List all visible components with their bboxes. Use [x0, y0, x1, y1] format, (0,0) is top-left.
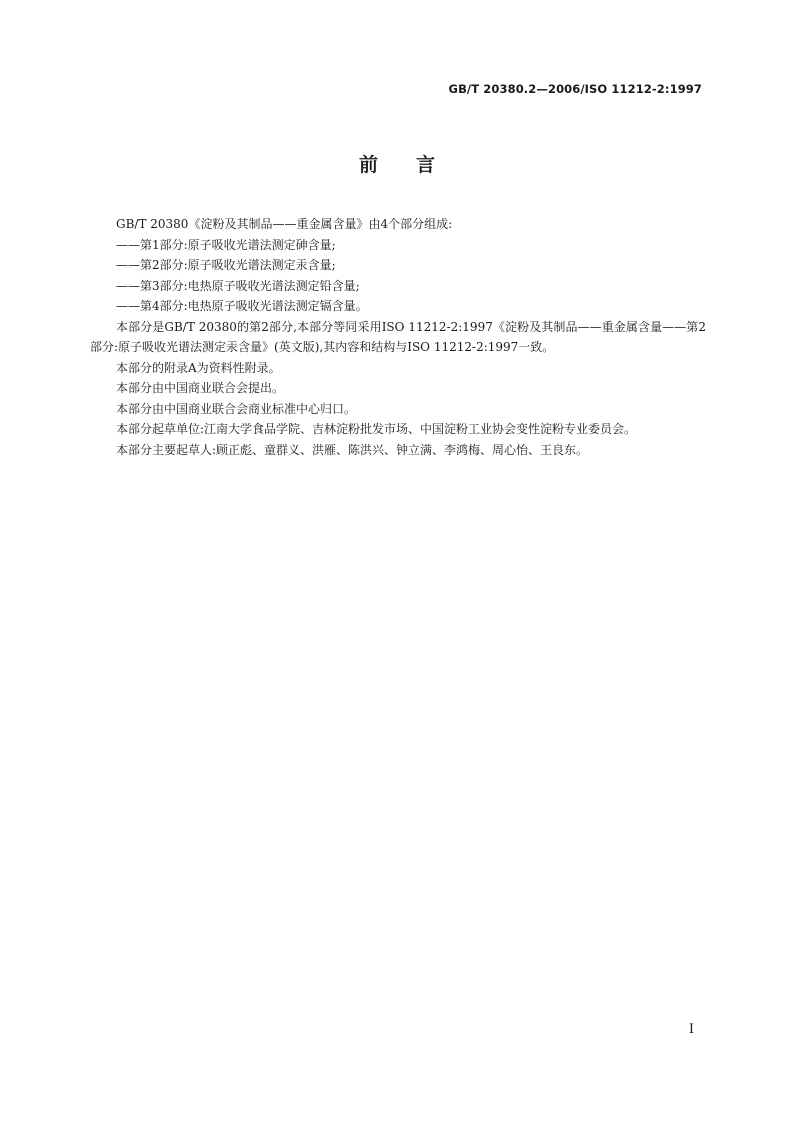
paragraph-annex: 本部分的附录A为资料性附录。 — [116, 360, 281, 375]
paragraph-part-1: ——第1部分:原子吸收光谱法测定砷含量; — [116, 237, 336, 252]
page-title: 前言 — [358, 154, 473, 176]
paragraph-proposer: 本部分由中国商业联合会提出。 — [116, 381, 285, 395]
paragraph-intro: GB/T 20380《淀粉及其制品——重金属含量》由4个部分组成: — [116, 217, 453, 231]
paragraph-part-3: ——第3部分:电热原子吸收光谱法测定铅含量; — [116, 278, 360, 293]
paragraph-part-4: ——第4部分:电热原子吸收光谱法测定镉含量。 — [116, 299, 368, 313]
paragraph-drafting-units: 本部分起草单位:江南大学食品学院、吉林淀粉批发市场、中国淀粉工业协会变性淀粉专业委员会。 — [116, 422, 637, 436]
paragraph-centralized: 本部分由中国商业联合会商业标准中心归口。 — [116, 401, 357, 416]
paragraph-part-2: ——第2部分:原子吸收光谱法测定汞含量; — [116, 258, 336, 272]
foreword-body — [90, 214, 706, 460]
standard-code-header: GB/T 20380.2—2006/ISO 11212-2:1997 — [448, 82, 702, 96]
paragraph-adoption: 本部分是GB/T 20380的第2部分,本部分等同采用ISO 11212-2:1997《淀粉及其制品——重金属含量——第2部分:原子吸收光谱法测定汞含量》(英文版),其内容和结构与ISO 11212-2:1997一致。 — [90, 319, 706, 354]
page-number: I — [688, 1022, 694, 1037]
paragraph-drafters: 本部分主要起草人:顾正彪、童群义、洪雁、陈洪兴、钟立满、李鸿梅、周心怡、王良东。 — [116, 442, 589, 457]
